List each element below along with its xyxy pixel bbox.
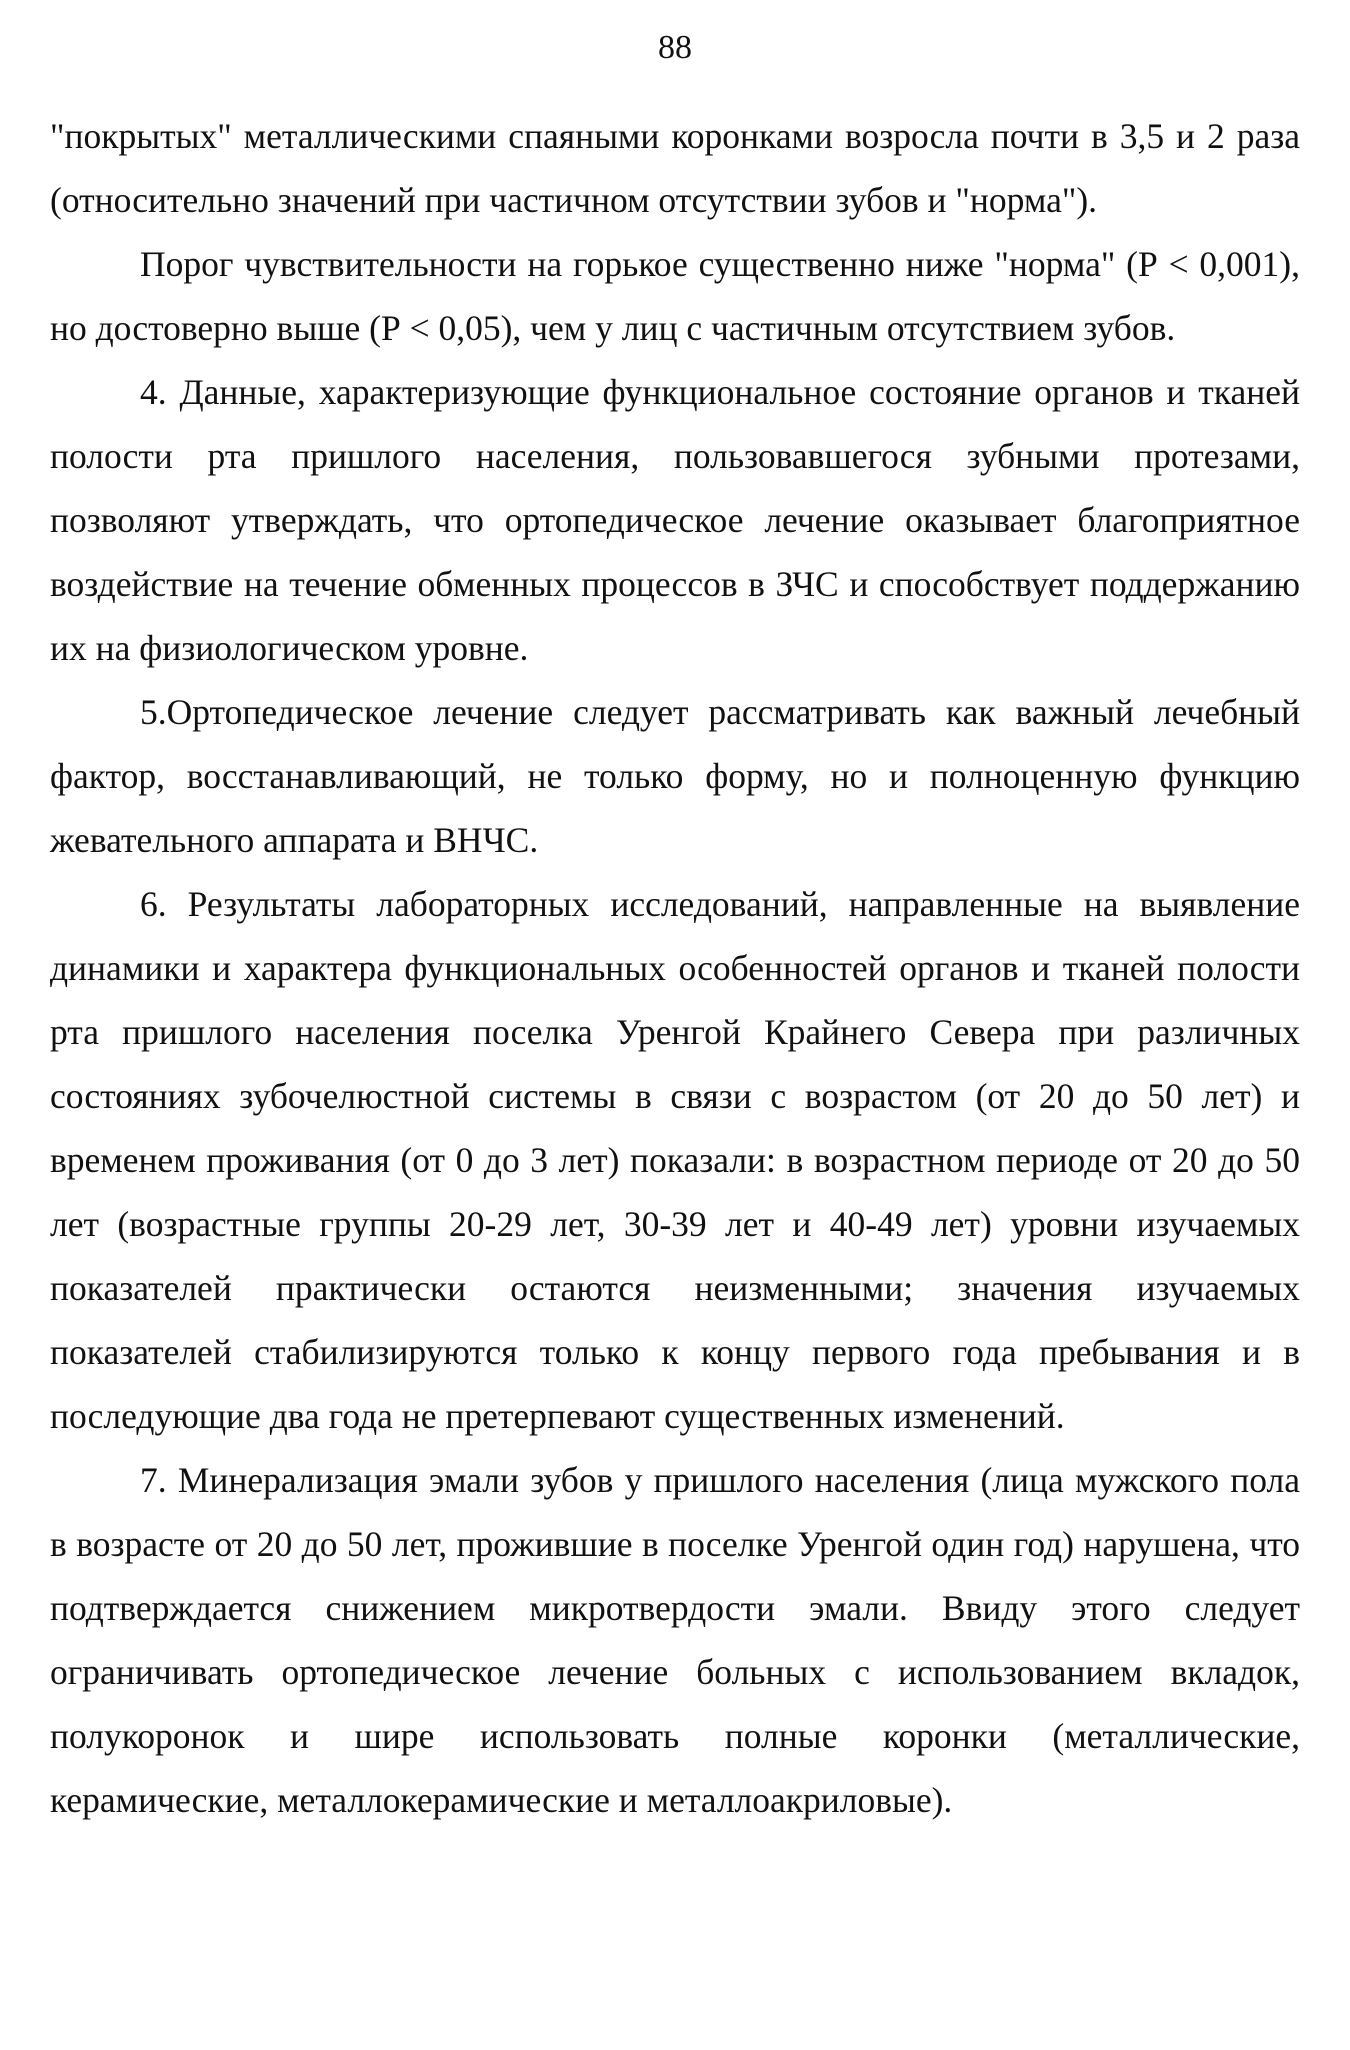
paragraph-item-4: 4. Данные, характеризующие функциональное состояние органов и тканей полости рта пришлого населения, пользовавшегося зубными протезами, позволяют утверждать, что ортопедическое лечение оказывает благоприятное воздействие на течение обменных процессов в ЗЧС и способствует поддержанию их на физиологическом уровне. xyxy=(50,372,1300,668)
paragraph-continuation: "покрытых" металлическими спаяными коронками возросла почти в 3,5 и 2 раза (относительно значений при частичном отсутствии зубов и "норма"). xyxy=(50,116,1300,220)
paragraph-item-7: 7. Минерализация эмали зубов у пришлого населения (лица мужского пола в возрасте от 20 до 50 лет, прожившие в поселке Уренгой один год) нарушена, что подтверждается снижением микротвердости эмали. Ввиду этого следует ограничивать ортопедическое лечение больных с использованием вкладок, полукоронок и шире использовать полные коронки (металлические, керамические, металлокерамические и металлоакриловые). xyxy=(50,1460,1300,1820)
page-number: 88 xyxy=(658,29,692,66)
paragraph-item-6: 6. Результаты лабораторных исследований, направленные на выявление динамики и характера функциональных особенностей органов и тканей полости рта пришлого населения поселка Уренгой Крайнего Севера при различных состояниях зубочелюстной системы в связи с возрастом (от 20 до 50 лет) и временем проживания (от 0 до 3 лет) показали: в возрастном периоде от 20 до 50 лет (возрастные группы 20-29 лет, 30-39 лет и 40-49 лет) уровни изучаемых показателей практически остаются неизменными; значения изучаемых показателей стабилизируются только к концу первого года пребывания и в последующие два года не претерпевают существенных изменений. xyxy=(50,884,1300,1436)
paragraph-bitter-threshold: Порог чувствительности на горькое существенно ниже "норма" (Р < 0,001), но достоверно выше (Р < 0,05), чем у лиц с частичным отсутствием зубов. xyxy=(50,244,1300,348)
paragraph-item-5: 5.Ортопедическое лечение следует рассматривать как важный лечебный фактор, восстанавливающий, не только форму, но и полноценную функцию жевательного аппарата и ВНЧС. xyxy=(50,692,1300,860)
body-text xyxy=(50,104,1300,1832)
